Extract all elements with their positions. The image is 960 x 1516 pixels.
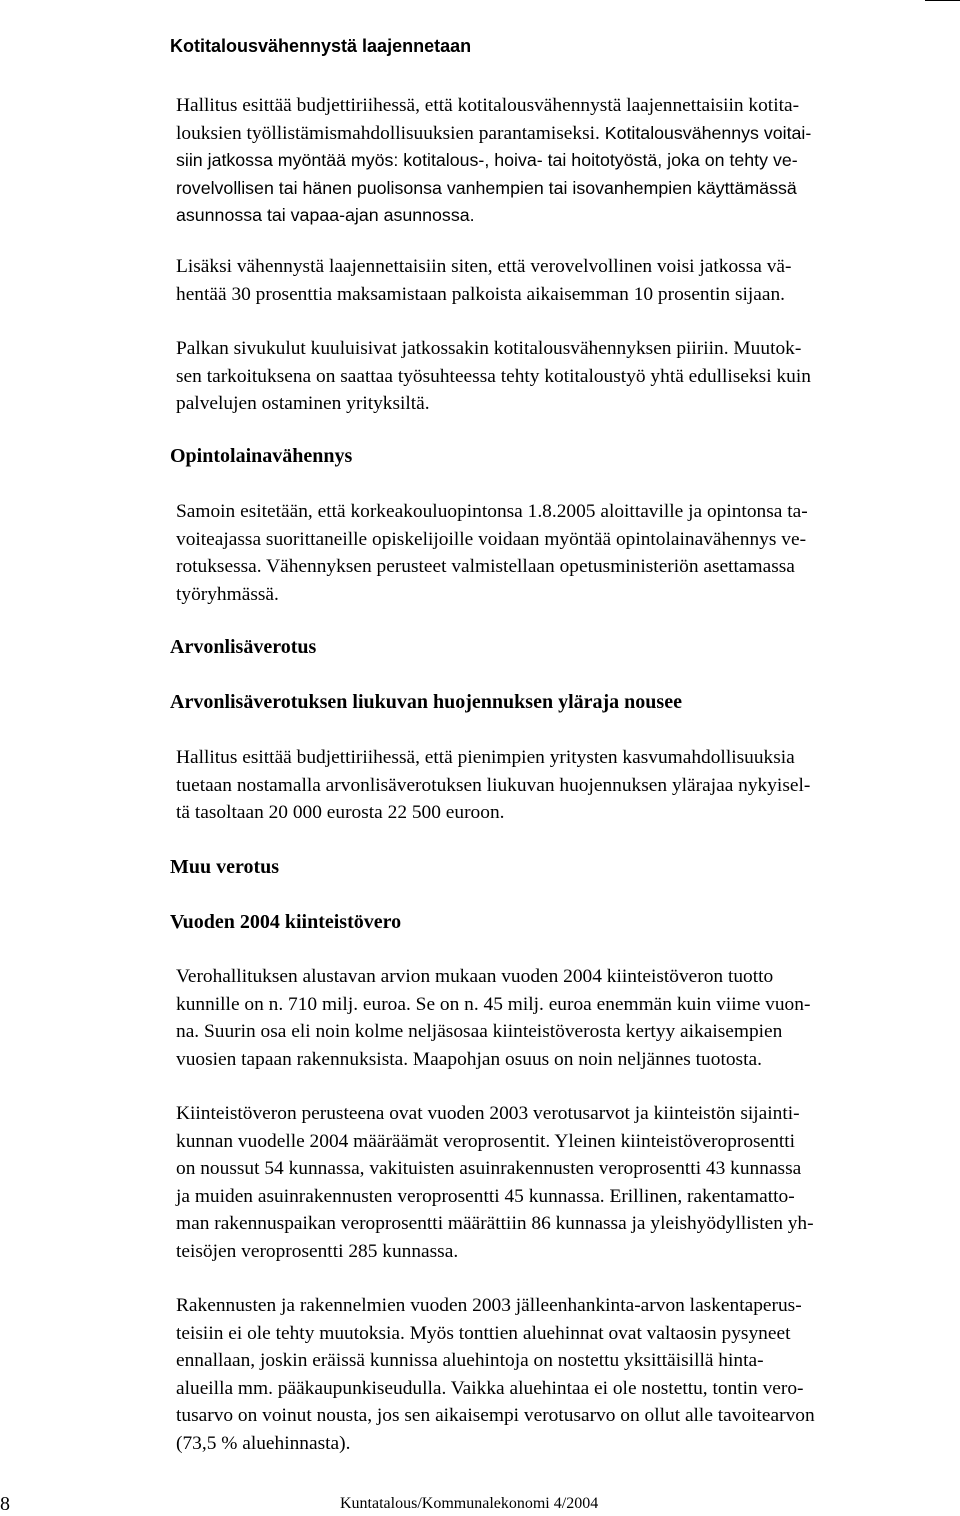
text-line: voiteajassa suorittaneille opiskelijoille voidaan myöntää opintolainavähennys ve- (176, 528, 807, 550)
text-line: na. Suurin osa eli noin kolme neljäsosaa kiinteistöverosta kertyy aikaisempien (176, 1021, 783, 1042)
text-line: on noussut 54 kunnassa, vakituisten asuinrakennusten veroprosentti 43 kunnassa (176, 1158, 802, 1179)
text-line: (73,5 % aluehinnasta). (176, 1432, 351, 1454)
paragraph (176, 1100, 814, 1265)
text-line: Lisäksi vähennystä laajennettaisiin siten, että verovelvollinen voisi jatkossa vä- (176, 256, 792, 277)
text-line: sen tarkoituksena on saattaa työsuhteessa tehty kotitaloustyö yhtä edulliseksi kuin (176, 365, 811, 387)
section-heading-kotitalousvahennys: Kotitalousvähennystä laajennetaan (170, 36, 472, 56)
text-line: Kiinteistöveron perusteena ovat vuoden 2003 verotusarvot ja kiinteistön sijainti- (176, 1103, 800, 1124)
text-line: palvelujen ostaminen yrityksiltä. (176, 393, 430, 414)
section-heading-arvonlisaverotus: Arvonlisäverotus (170, 636, 317, 658)
text-line: teisiin ei ole tehty muutoksia. Myös tonttien aluehinnat ovat valtaosin pysyneet (176, 1322, 791, 1344)
text-line: rotuksessa. Vähennyksen perusteet valmistellaan opetusministeriön asettamassa (176, 556, 795, 577)
text-line: kunnille on n. 710 milj. euroa. Se on n. 45 milj. euroa enemmän kuin viime vuon- (176, 993, 811, 1015)
text-line: Samoin esitetään, että korkeakouluopintonsa 1.8.2005 aloittaville ja opintonsa ta- (176, 501, 808, 522)
text-line: Hallitus esittää budjettiriihessä, että pienimpien yritysten kasvumahdollisuuksia (176, 747, 795, 768)
section-heading-opintolainavahennys: Opintolainavähennys (170, 445, 353, 467)
text-line: kunnan vuodelle 2004 määräämät veroprosentit. Yleinen kiinteistöveroprosentti (176, 1130, 796, 1152)
text-line: rovelvollisen tai hänen puolisonsa vanhempien tai isovanhempien käyttämässä (176, 177, 797, 198)
paragraph (176, 1292, 815, 1457)
text-line: siin jatkossa myöntää myös: kotitalous-, hoiva- tai hoitotyöstä, joka on tehty ve- (176, 150, 798, 170)
text-line: tusarvo on voinut nousta, jos sen aikaisempi verotusarvo on ollut alle tavoitearvon (176, 1405, 815, 1426)
text-line: Palkan sivukulut kuuluisivat jatkossakin kotitalousvähennyksen piiriin. Muutok- (176, 338, 802, 359)
page-number: 8 (0, 1493, 10, 1515)
text-line: tuetaan nostamalla arvonlisäverotuksen liukuvan huojennuksen ylärajaa nykyisel- (176, 774, 811, 796)
text-line: vuosien tapaan rakennuksista. Maapohjan osuus on noin neljännes tuotosta. (176, 1048, 762, 1070)
paragraph (176, 963, 810, 1073)
text-line: teisöjen veroprosentti 285 kunnassa. (176, 1240, 459, 1262)
section-heading-muu-verotus: Muu verotus (170, 856, 280, 878)
text-line: hentää 30 prosenttia maksamistaan palkoista aikaisemman 10 prosentin sijaan. (176, 283, 786, 305)
text-line: louksien työllistämismahdollisuuksien parantamiseksi. Kotitalousvähennys voitai- (176, 122, 812, 144)
text-line: Hallitus esittää budjettiriihessä, että kotitalousvähennystä laajennettaisiin kotita- (176, 95, 800, 116)
paragraph (176, 335, 811, 418)
subsection-heading-liukuva-huojennus: Arvonlisäverotuksen liukuvan huojennuksen yläraja nousee (170, 691, 682, 713)
text-line: asunnossa tai vapaa-ajan asunnossa. (176, 205, 475, 225)
text-line: Rakennusten ja rakennelmien vuoden 2003 jälleenhankinta-arvon laskentaperus- (176, 1295, 802, 1316)
paragraph (176, 744, 810, 827)
text-line: alueilla mm. pääkaupunkiseudulla. Vaikka aluehintaa ei ole nostettu, tontin vero- (176, 1377, 804, 1399)
text-line: ja muiden asuinrakennusten veroprosentti 45 kunnassa. Erillinen, rakentamatto- (176, 1185, 795, 1207)
text-line: ennallaan, joskin eräissä kunnissa aluehintoja on nostettu yksittäisillä hinta- (176, 1350, 764, 1371)
text-line: Verohallituksen alustavan arvion mukaan vuoden 2004 kiinteistöveron tuotto (176, 966, 774, 987)
text-line: man rakennuspaikan veroprosentti määrättiin 86 kunnassa ja yleishyödyllisten yh- (176, 1213, 814, 1234)
subsection-heading-kiinteistovero: Vuoden 2004 kiinteistövero (170, 911, 402, 933)
paragraph (176, 92, 811, 230)
paragraph (176, 498, 808, 608)
text-line: työryhmässä. (176, 583, 279, 605)
paragraph (176, 253, 792, 308)
text-line: tä tasoltaan 20 000 eurosta 22 500 euroon. (176, 802, 505, 823)
footer-publication: Kuntatalous/Kommunalekonomi 4/2004 (340, 1495, 599, 1512)
